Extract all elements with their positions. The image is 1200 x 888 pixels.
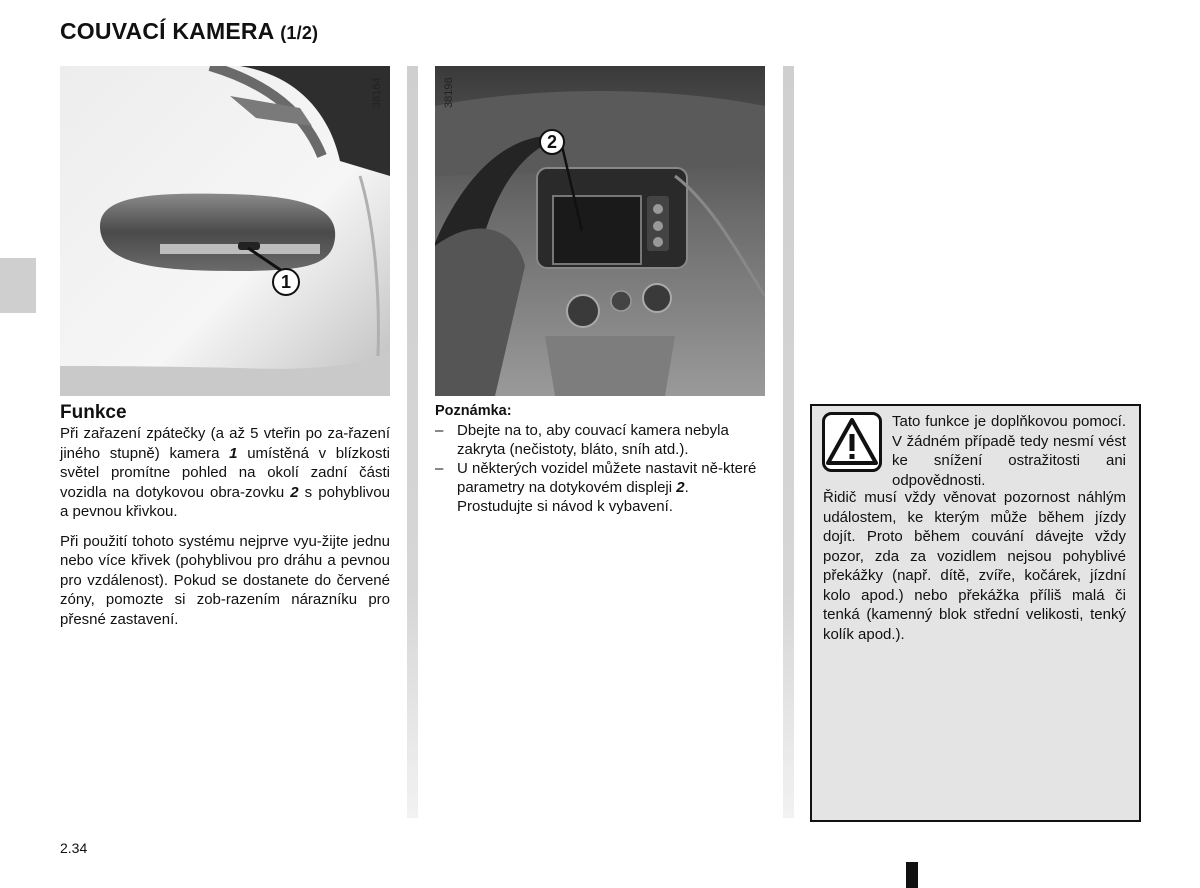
warning-triangle-icon [822,412,882,472]
dashboard-illustration [435,66,765,396]
p1-part-2: řazení jiného stupně) kamera [60,425,390,462]
note-item-2-part-a: U některých vozidel můžete nastavit ně-které parametry na dotykovém displeji [457,460,757,496]
note-item-2-text [457,459,765,516]
note-item-1-text: Dbejte na to, aby couvací kamera nebyla zakryta (nečistoty, bláto, sníh atd.). [457,422,729,458]
p1-part-3: umístěná v blízkosti světel promítne pohled na okolí zadní části vozidla na dotykovou obra-zovku [60,444,390,501]
p1-part-4: s pohyblivou a pevnou křivkou. [60,483,390,520]
warning-intro-text: Tato funkce je doplňkovou pomocí. V žádném případě tedy nesmí vést ke snížení ostražitosti ani odpovědnosti. [892,413,1126,489]
page-number: 2.34 [60,840,88,856]
p1-part-1: Při zařazení zpátečky (a až 5 vteřin po za- [60,425,349,442]
column-divider-left [407,66,418,818]
funkce-paragraph-2: Při použití tohoto systému nejprve vyu-žijte jednu nebo více křivek (pohyblivou pro dráhu a pevnou pro vzdálenost). Pokud se dostanete do červené zóny, pomozte si zob-razením nárazníku pro přesné zastavení. [60,532,390,628]
note-heading: Poznámka: [435,403,512,419]
figure-code-2: 38198 [443,77,455,108]
note-item-2 [435,459,765,516]
page-edge-marker [906,862,918,888]
column-divider-right [783,66,794,818]
rear-camera-illustration [60,66,390,396]
title-text: COUVACÍ KAMERA [60,18,274,44]
note-item-1 [435,421,765,459]
callout-1: 1 [280,272,292,292]
figure-code-1: 38164 [371,77,383,108]
section-heading-funkce: Funkce [60,402,127,423]
p1-ref-1: 1 [229,444,238,462]
note-list [435,421,765,516]
p1-ref-2: 2 [290,483,299,501]
title-part: (1/2) [280,23,319,43]
note-dash-2: – [435,460,444,477]
note-dash-1: – [435,422,444,439]
chapter-tab [0,258,36,313]
note-item-2-ref: 2 [676,479,685,496]
callout-2: 2 [546,132,558,152]
warning-body-text: Řidič musí vždy věnovat pozornost náhlým událostem, ke kterým může během jízdy dojít. Proto během couvání dávejte vždy pozor, zda za vozidlem nejsou pohyblivé překážky (např. dítě, zvíře, kočárek, jízdní kolo apod.) nebo překážka příliš malá či tenká (kamenný blok střední velikosti, tenký kolík apod.). [823,489,1126,643]
page-title [60,18,318,45]
funkce-text [60,424,390,639]
note-item-2-part-c: . Prostudujte si návod k vybavení. [457,479,689,515]
figure-dashboard [435,66,765,396]
funkce-paragraph-1 [60,424,390,522]
figure-rear-camera [60,66,390,396]
